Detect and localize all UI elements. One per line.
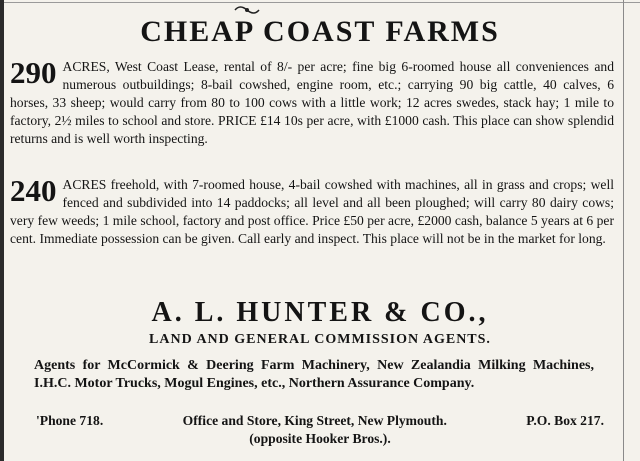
- contact-line: [36, 412, 604, 430]
- top-rule: [0, 2, 640, 3]
- po-box: P.O. Box 217.: [526, 413, 604, 428]
- office-address: Office and Store, King Street, New Plymouth.: [182, 413, 447, 428]
- right-rule: [623, 0, 624, 461]
- opposite-note: (opposite Hooker Bros.).: [249, 431, 391, 446]
- listing-text: ACRES freehold, with 7-roomed house, 4-bail cowshed with machines, all in grass and crops; well fenced and subdivided into 14 paddocks; all level and all been ploughed; will carry 80 dairy cows; very few weeds; 1 mile school, factory and post office. Price £50 per acre, £2000 cash, balance 5 years at 6 per cent. Immediate possession can be given. Call early and inspect. This place will not be in the market for long.: [10, 177, 614, 246]
- firm-tagline: LAND AND GENERAL COMMISSION AGENTS.: [149, 332, 491, 347]
- listing-acres-number: 290: [10, 55, 57, 90]
- listing-text: ACRES, West Coast Lease, rental of 8/- per acre; fine big 6-roomed house all conveniences and numerous outbuildings; 8-bail cowshed, engine room, etc.; carrying 90 big cattle, 40 calves, 6 horses, 33 sheep; would carry from 80 to 100 cows with a little work; 12 acres swedes, stack hay; 1 mile to factory, 2½ miles to school and store. PRICE £14 10s per acre, with £1000 cash. This place can show splendid returns and is well worth inspecting.: [10, 59, 614, 146]
- firm-name: A. L. HUNTER & CO.,: [151, 297, 489, 328]
- listing-240: [10, 173, 614, 248]
- agents-text: Agents for McCormick & Deering Farm Machinery, New Zealandia Milking Machines, I.H.C. Motor Trucks, Mogul Engines, etc., Northern Assurance Company.: [34, 358, 594, 391]
- listing-290: [10, 55, 614, 148]
- phone: 'Phone 718.: [36, 413, 104, 428]
- headline: CHEAP COAST FARMS: [140, 15, 500, 48]
- listing-acres-number: 240: [10, 173, 57, 208]
- left-border: [0, 0, 4, 461]
